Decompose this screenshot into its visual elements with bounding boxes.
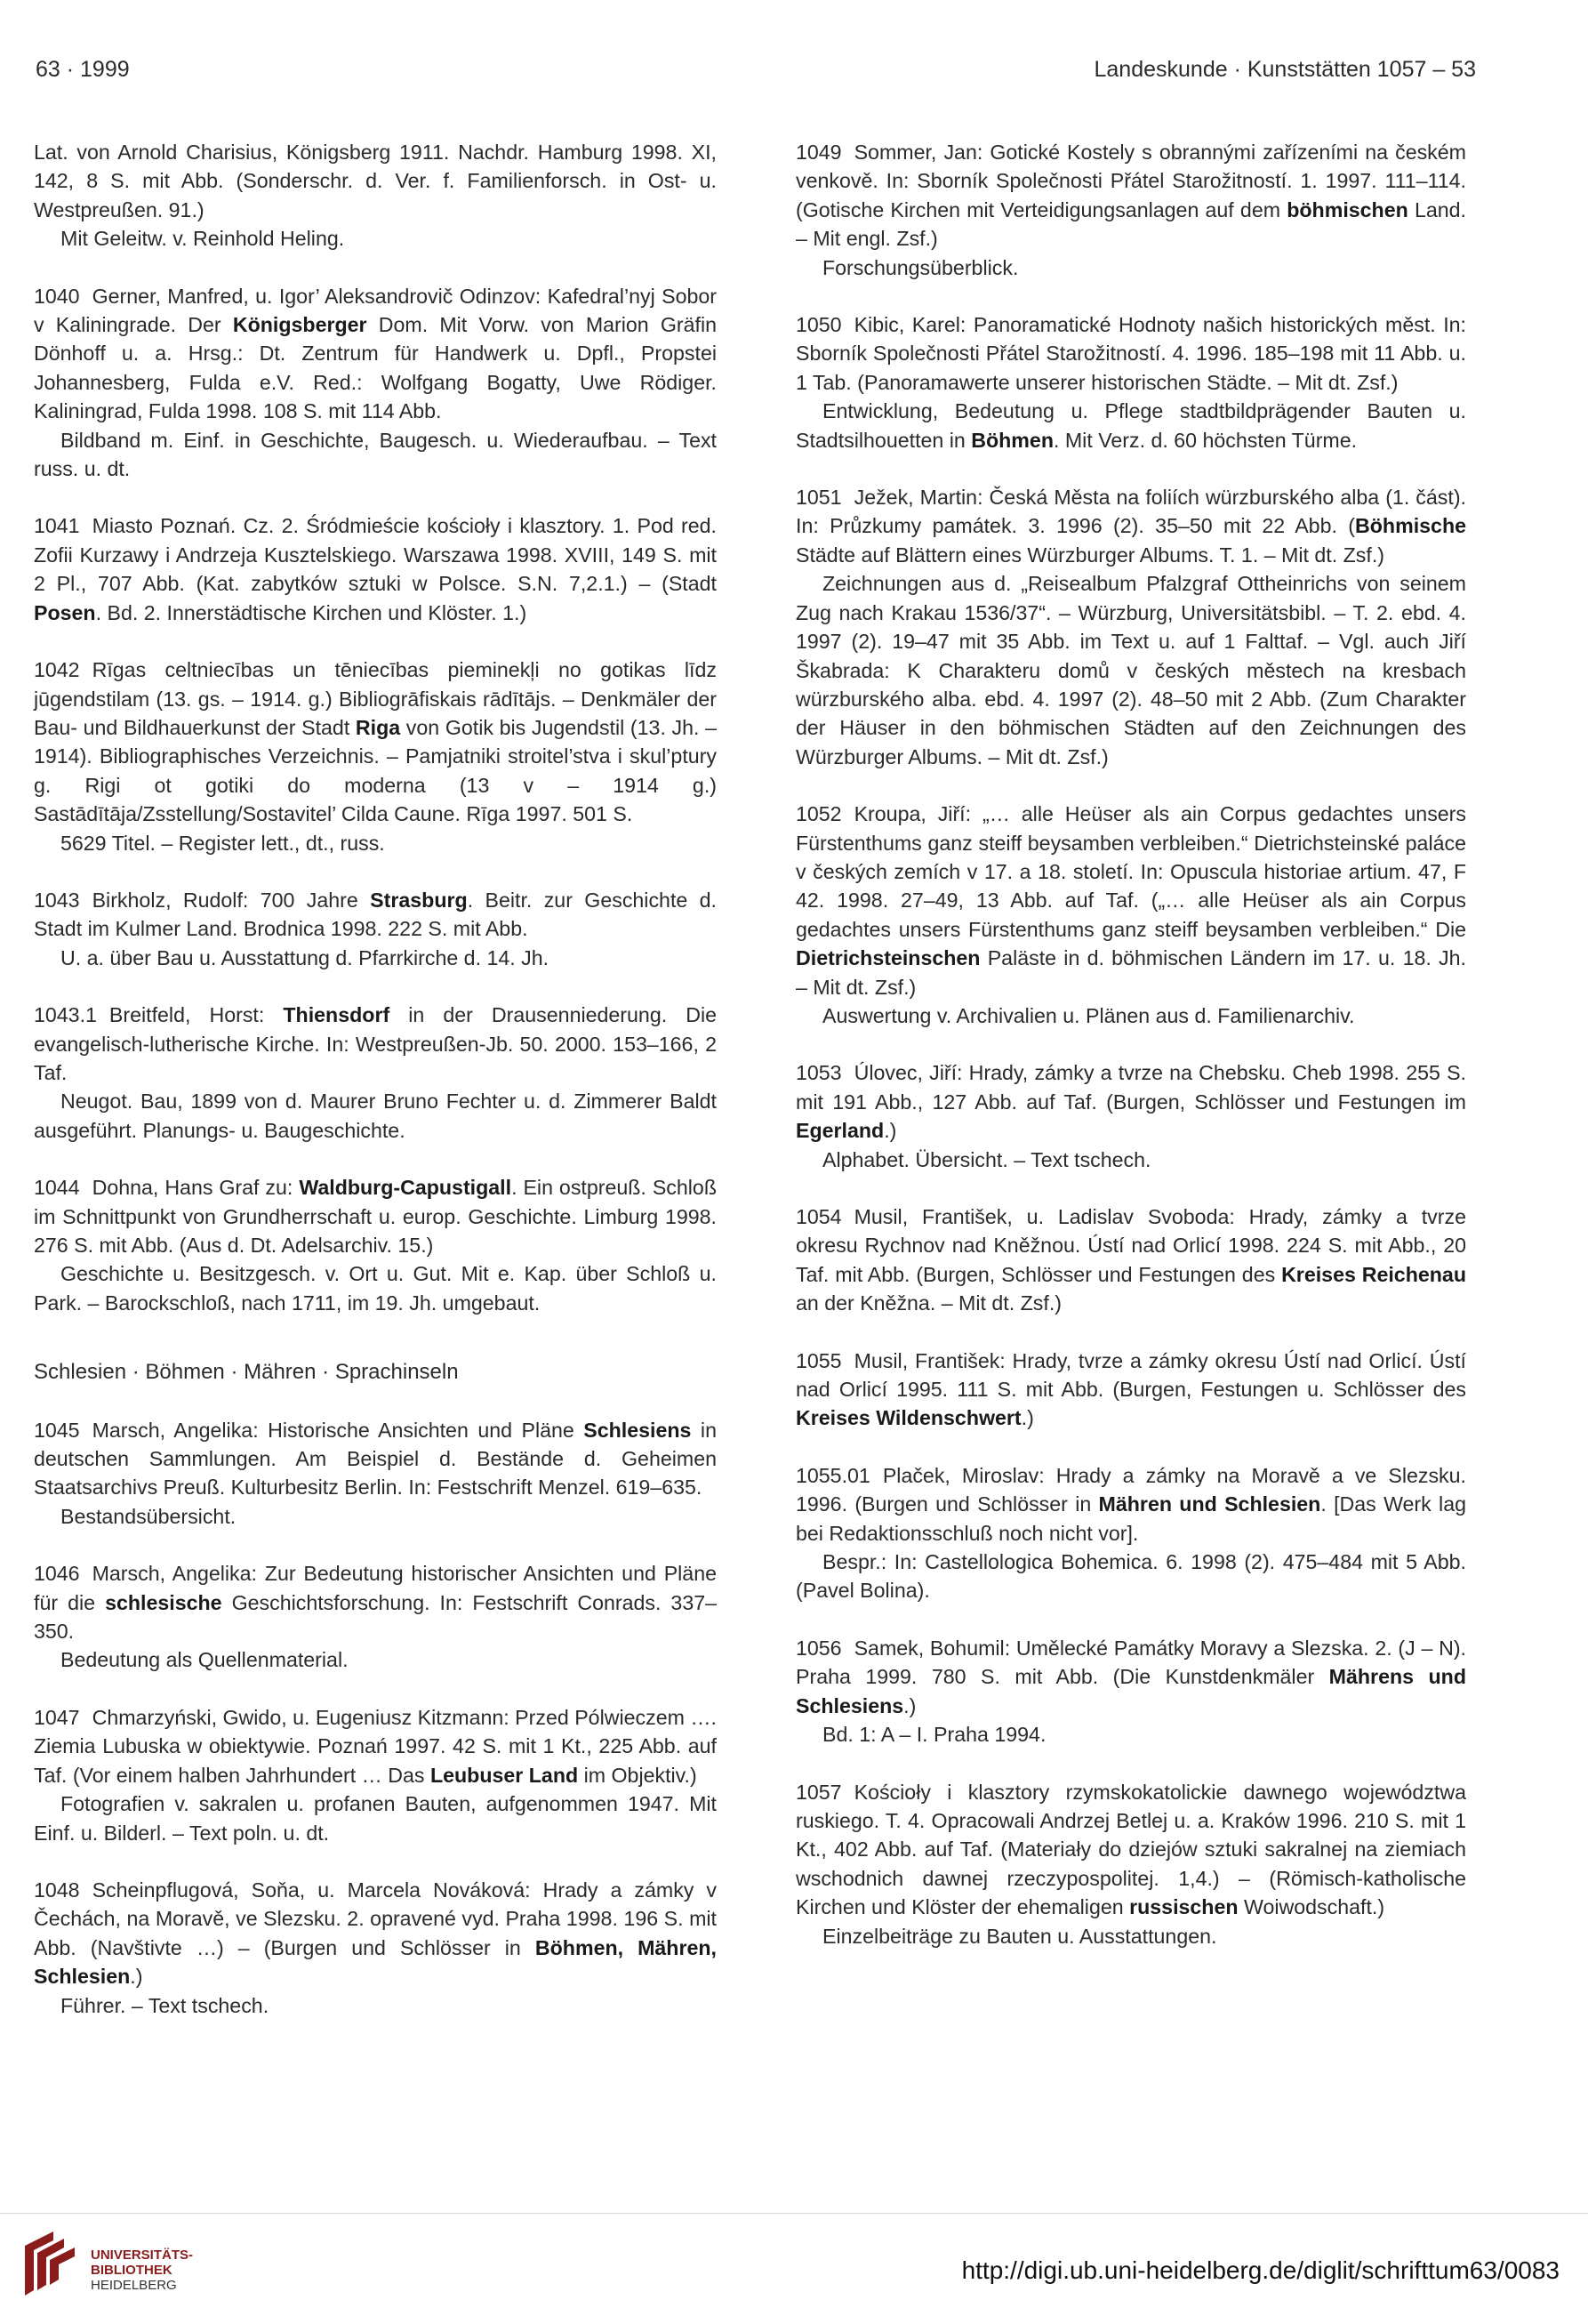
entry-annotation: Bespr.: In: Castellologica Bohemica. 6. 1998 (2). 475–484 mit 5 Abb. (Pavel Bolina).	[796, 1550, 1466, 1603]
entry-citation	[796, 1634, 1466, 1720]
entry-text: Musil, František: Hrady, tvrze a zámky okresu Ústí nad Orlicí. Ústí nad Orlicí 1995. 111 S. mit Abb. (Burgen, Festungen u. Schlösser des	[796, 1348, 1466, 1402]
entry-keyword: Riga	[355, 715, 401, 739]
ub-heidelberg-logo-icon	[18, 2228, 82, 2299]
entry-keyword: Egerland	[796, 1119, 885, 1143]
entry-text: Chmarzyński, Gwido, u. Eugeniusz Kitzmann: Przed Pólwieczem …. Ziemia Lubuska w obiektywie. Poznań 1997. 42 S. mit 1 Kt., 225 Abb. auf Taf. (Vor einem halben Jahrhundert … Das	[34, 1705, 717, 1787]
footer	[0, 2213, 1588, 2324]
entry-number: 1045	[34, 1418, 80, 1442]
entry-citation	[796, 138, 1466, 253]
entry-annotation: Geschichte u. Besitzgesch. v. Ort u. Gut. Mit e. Kap. über Schloß u. Park. – Barockschloß, nach 1711, im 19. Jh. umgebaut.	[34, 1262, 717, 1315]
entry-annotation: Bedeutung als Quellenmaterial.	[60, 1648, 349, 1672]
entry-text: Geschichtsforschung. In: Festschrift Conrads. 337–350.	[34, 1590, 718, 1644]
entry-number: 1056	[796, 1636, 842, 1660]
running-header	[36, 57, 1476, 92]
bibliography-entry	[34, 655, 717, 857]
entry-annotation	[796, 397, 1466, 454]
entry-text: . Bd. 2. Innerstädtische Kirchen und Klöster. 1.)	[95, 600, 527, 624]
bibliography-entry	[34, 1416, 717, 1532]
bibliography-entry	[796, 310, 1466, 454]
bibliography-entry	[796, 800, 1466, 1030]
entry-number: 1044	[34, 1176, 80, 1200]
entry-citation	[34, 1559, 717, 1645]
entry-text: Birkholz, Rudolf: 700 Jahre	[92, 888, 371, 912]
bibliography-entry	[34, 1876, 717, 2020]
entry-text: Rīgas celtniecības un tēniecības pieminekļi no gotikas līdz jūgendstilam (13. gs. – 1914. g.) Bibliogrāfiskais rādītājs. – Denkmäler der Bau- und Bildhauerkunst der Stadt	[34, 658, 717, 739]
bibliography-entry	[796, 1461, 1466, 1605]
entry-text: . [Das Werk lag bei Redaktionsschluß noch nicht vor].	[796, 1492, 1466, 1545]
entry-citation	[34, 886, 717, 944]
bibliography-entry	[796, 483, 1466, 771]
entry-keyword: Leubuser Land	[429, 1763, 579, 1787]
entry-number: 1055	[796, 1348, 842, 1372]
entry-citation	[796, 1202, 1466, 1318]
entry-keyword: schlesische	[105, 1590, 222, 1614]
entry-annotation: Führer. – Text tschech.	[60, 1993, 269, 2017]
header-left: 63 · 1999	[36, 57, 130, 82]
entry-annotation: Fotografien v. sakralen u. profanen Bauten, aufgenommen 1947. Mit Einf. u. Bilderl. – Text poln. u. dt.	[34, 1792, 717, 1845]
entry-text: .)	[884, 1119, 897, 1143]
entry-annotation: Mit Geleitw. v. Reinhold Heling.	[60, 227, 345, 251]
library-name-line1: UNIVERSITÄTS-	[91, 2248, 194, 2263]
section-heading: Schlesien · Böhmen · Mähren · Sprachinseln	[34, 1360, 459, 1385]
entry-keyword: russischen	[1129, 1895, 1239, 1919]
entry-text: Plaček, Miroslav: Hrady a zámky na Moravě a ve Slezsku. 1996. (Burgen und Schlösser in	[796, 1463, 1466, 1516]
entry-annotation: Bestandsübersicht.	[60, 1504, 237, 1528]
entry-text: Sommer, Jan: Gotické Kostely s obrannými zařízeními na českém venkově. In: Sborník Společnosti Přátel Starožitností. 1. 1997. 111–114. (Gotische Kirchen mit Verteidigungsanlagen auf dem	[796, 141, 1466, 221]
entry-text: Scheinpflugová, Soňa, u. Marcela Nováková: Hrady a zámky v Čechách, na Moravě, ve Slezsku. 2. opravené vyd. Praha 1998. 196 S. mit Abb. (Navštivte …) – (Burgen und Schlösser in	[34, 1878, 717, 1959]
bibliography-entry	[34, 1559, 717, 1675]
bibliography-entry	[796, 1347, 1466, 1433]
entry-keyword: Mährens und Schlesiens	[796, 1665, 1466, 1717]
entry-text: Marsch, Angelika: Historische Ansichten und Pläne	[92, 1418, 584, 1442]
entry-annotation: Bildband m. Einf. in Geschichte, Baugesch. u. Wiederaufbau. – Text russ. u. dt.	[34, 428, 717, 481]
entry-number: 1051	[796, 486, 842, 510]
entry-annotation: Bd. 1: A – I. Praha 1994.	[822, 1723, 1047, 1747]
entry-text: Gerner, Manfred, u. Igor’ Aleksandrovič Odinzov: Kafedral’nyj Sobor v Kaliningrade. Der	[34, 284, 717, 337]
entry-citation	[34, 1876, 717, 1991]
entry-number: 1040	[34, 284, 80, 308]
entry-text: .)	[130, 1965, 143, 1989]
library-name	[91, 2248, 193, 2293]
entry-text: Städte auf Blättern eines Würzburger Albums. T. 1. – Mit dt. Zsf.)	[796, 543, 1384, 567]
entry-keyword: Schlesiens	[583, 1418, 692, 1442]
left-column	[34, 138, 717, 2048]
entry-text: Musil, František, u. Ladislav Svoboda: Hrady, zámky a tvrze okresu Rychnov nad Kněžnou. Ústí nad Orlicí 1998. 224 S. mit Abb., 20 Taf. mit Abb. (Burgen, Schlösser und Festungen des	[796, 1205, 1466, 1286]
entry-keyword: Dietrichsteinschen	[796, 946, 981, 970]
bibliography-entry	[34, 138, 717, 253]
entry-text: Dohna, Hans Graf zu:	[92, 1176, 300, 1200]
entry-number: 1057	[796, 1780, 842, 1804]
entry-keyword: Kreises Wildenschwert	[796, 1406, 1022, 1430]
entry-keyword: Waldburg-Capustigall	[299, 1176, 512, 1200]
entry-text: im Objektiv.)	[578, 1763, 697, 1787]
entry-text: Úlovec, Jiří: Hrady, zámky a tvrze na Chebsku. Cheb 1998. 255 S. mit 191 Abb., 127 Abb. auf Taf. (Burgen, Schlösser und Festungen im	[796, 1061, 1466, 1114]
entry-text: . Mit Verz. d. 60 höchsten Türme.	[1053, 428, 1358, 452]
bibliography-entry	[34, 886, 717, 972]
entry-text: Kościoły i klasztory rzymskokatolickie dawnego województwa ruskiego. T. 4. Opracowali Andrzej Betlej u. a. Kraków 1996. 210 S. mit 1 Kt., 402 Abb. auf Taf. (Materiały do dziejów sztuki sakralnej na ziemiach wschodnich dawnej rzeczypospolitej. 1,4.) – (Römisch-katholische Kirchen und Klöster der ehemaligen	[796, 1780, 1466, 1919]
entry-text: Ježek, Martin: Česká Města na foliích würzburského alba (1. část). In: Průzkumy památek. 3. 1996 (2). 35–50 mit 22 Abb. (	[796, 486, 1466, 538]
entry-number: 1043.1	[34, 1003, 97, 1027]
entry-annotation: U. a. über Bau u. Ausstattung d. Pfarrkirche d. 14. Jh.	[60, 945, 549, 969]
entry-text: Breitfeld, Horst:	[108, 1003, 284, 1027]
entry-keyword: Mähren und Schlesien	[1098, 1492, 1321, 1516]
entry-number: 1055.01	[796, 1463, 870, 1487]
entry-number: 1054	[796, 1205, 842, 1228]
bibliography-entry	[796, 1778, 1466, 1950]
entry-text: von Gotik bis Jugendstil (13. Jh. – 1914). Bibliographisches Verzeichnis. – Pamjatniki stroitel’stva i skul’ptury g. Rigi ot gotiki do moderna (13 v – 1914 g.) Sastādītāja/Zsstellung/Sostavitel’ Cilda Caune. Rīga 1997. 501 S.	[34, 715, 717, 826]
entry-text: in deutschen Sammlungen. Am Beispiel d. Bestände d. Geheimen Staatsarchivs Preuß. Kulturbesitz Berlin. In: Festschrift Menzel. 619–635.	[34, 1418, 717, 1500]
entry-citation	[34, 1703, 717, 1789]
bibliography-entry	[34, 1703, 717, 1847]
entry-text: . Beitr. zur Geschichte d. Stadt im Kulmer Land. Brodnica 1998. 222 S. mit Abb.	[34, 888, 717, 941]
entry-annotation: Auswertung v. Archivalien u. Plänen aus d. Familienarchiv.	[822, 1003, 1355, 1027]
entry-text: Land. – Mit engl. Zsf.)	[796, 197, 1467, 251]
entry-text: Entwicklung, Bedeutung u. Pflege stadtbildprägender Bauten u. Stadtsilhouetten in	[796, 399, 1466, 452]
entry-keyword: böhmischen	[1287, 197, 1408, 221]
entry-text: Kroupa, Jiří: „… alle Heüser als ain Corpus gedachtes unsers Fürstenthums ganz steiff beysamben verbleiben.“ Dietrichsteinské paláce v českých zemích v 17. a 18. století. In: Opuscula historiae artium. 47, F 42. 1998. 27–49, 13 Abb. auf Taf. („… alle Heüser als ain Corpus gedachtes unsers Fürstenthums ganz steiff beysamben verbleiben.“ Die	[796, 802, 1466, 941]
entry-text: Woiwodschaft.)	[1238, 1895, 1385, 1919]
bibliography-entry	[796, 1202, 1466, 1318]
header-right: Landeskunde · Kunststätten 1057 – 53	[1094, 57, 1476, 82]
entry-number: 1052	[796, 802, 842, 826]
entry-number: 1046	[34, 1562, 80, 1586]
entry-text: . Ein ostpreuß. Schloß im Schnittpunkt von Grundherrschaft u. europ. Geschichte. Limburg 1998. 276 S. mit Abb. (Aus d. Dt. Adelsarchiv. 15.)	[34, 1176, 717, 1257]
entry-keyword: Böhmen, Mähren, Schlesien	[34, 1935, 717, 1989]
library-name-line2: BIBLIOTHEK	[91, 2263, 172, 2278]
entry-text: .)	[903, 1693, 917, 1717]
entry-keyword: Königsberger	[232, 313, 367, 337]
entry-annotation: Neugot. Bau, 1899 von d. Maurer Bruno Fechter u. d. Zimmerer Baldt ausgeführt. Planungs- u. Baugeschichte.	[34, 1090, 717, 1142]
entry-text: .)	[1021, 1406, 1034, 1430]
entry-citation	[796, 1461, 1466, 1548]
entry-annotation: Forschungsüberblick.	[822, 255, 1019, 279]
entry-number: 1047	[34, 1705, 80, 1729]
entry-citation	[34, 138, 717, 224]
entry-text: Lat. von Arnold Charisius, Königsberg 1911. Nachdr. Hamburg 1998. XI, 142, 8 S. mit Abb. (Sonderschr. d. Ver. f. Familienforsch. in Ost- u. Westpreußen. 91.)	[34, 141, 717, 221]
entry-citation	[34, 282, 717, 426]
entry-citation	[796, 800, 1466, 1001]
entry-text: Kibic, Karel: Panoramatické Hodnoty našich historických měst. In: Sborník Společnosti Přátel Starožitností. 4. 1996. 185–198 mit 11 Abb. u. 1 Tab. (Panoramawerte unserer historischen Städte. – Mit dt. Zsf.)	[796, 313, 1466, 394]
entry-number: 1042	[34, 658, 80, 682]
entry-citation	[34, 1416, 717, 1502]
entry-text: an der Kněžna. – Mit dt. Zsf.)	[796, 1291, 1062, 1315]
entry-number: 1043	[34, 888, 80, 912]
bibliography-entry	[34, 1001, 717, 1145]
entry-citation	[796, 1058, 1466, 1145]
entry-citation	[34, 655, 717, 828]
bibliography-entry	[34, 1173, 717, 1317]
entry-text: Miasto Poznań. Cz. 2. Śródmieście kościoły i klasztory. 1. Pod red. Zofii Kurzawy i Andrzeja Kusztelskiego. Warszawa 1998. XVIII, 149 S. mit 2 Pl., 707 Abb. (Kat. zabytków sztuki w Polsce. S.N. 7,2.1.) – (Stadt	[34, 514, 717, 596]
source-url-link[interactable]: http://digi.ub.uni-heidelberg.de/diglit/schrifttum63/0083	[961, 2256, 1560, 2284]
entry-keyword: Böhmen	[971, 428, 1054, 452]
entry-keyword: Thiensdorf	[283, 1003, 390, 1027]
entry-keyword: Strasburg	[370, 888, 468, 912]
bibliography-entry	[34, 282, 717, 484]
entry-citation	[34, 1173, 717, 1259]
entry-keyword: Böhmische	[1355, 514, 1466, 538]
bibliography-entry	[796, 1058, 1466, 1174]
entry-text: Paläste in d. böhmischen Ländern im 17. u. 18. Jh. – Mit dt. Zsf.)	[796, 946, 1466, 999]
library-name-line3: HEIDELBERG	[91, 2278, 177, 2293]
entry-number: 1050	[796, 313, 842, 337]
entry-citation	[34, 511, 717, 627]
entry-annotation: Alphabet. Übersicht. – Text tschech.	[822, 1147, 1151, 1171]
entry-number: 1048	[34, 1878, 80, 1902]
entry-number: 1053	[796, 1061, 842, 1085]
right-column	[796, 138, 1466, 1979]
entry-citation	[796, 483, 1466, 569]
entry-citation	[34, 1001, 717, 1087]
bibliography-entry	[34, 511, 717, 627]
entry-text: Marsch, Angelika: Zur Bedeutung historischer Ansichten und Pläne für die	[34, 1562, 717, 1614]
entry-number: 1049	[796, 141, 842, 164]
entry-annotation: Zeichnungen aus d. „Reisealbum Pfalzgraf Ottheinrichs von seinem Zug nach Krakau 1536/37“. – Würzburg, Universitätsbibl. – T. 2. ebd. 4. 1997 (2). 19–47 mit 35 Abb. im Text u. auf 1 Falttaf. – Vgl. auch Jiří Škabrada: K Charakteru domů v českých městech na kresbach würzburského alba. ebd. 4. 1997 (2). 48–50 mit 2 Abb. (Zum Charakter der Häuser in den böhmischen Städten auf den Zeichnungen des Würzburger Albums. – Mit dt. Zsf.)	[796, 572, 1466, 768]
entry-annotation: Einzelbeiträge zu Bauten u. Ausstattungen.	[822, 1924, 1217, 1948]
entry-text: Samek, Bohumil: Umělecké Památky Moravy a Slezska. 2. (J – N). Praha 1999. 780 S. mit Abb. (Die Kunstdenkmäler	[796, 1636, 1466, 1689]
entry-keyword: Kreises Reichenau	[1281, 1262, 1466, 1286]
entry-keyword: Posen	[34, 600, 96, 624]
entry-number: 1041	[34, 514, 80, 538]
entry-text: Dom. Mit Vorw. von Marion Gräfin Dönhoff u. a. Hrsg.: Dt. Zentrum für Handwerk u. Dpfl., Propstei Johannesberg, Fulda e.V. Red.: Wolfgang Bogatty, Uwe Rödiger. Kaliningrad, Fulda 1998. 108 S. mit 114 Abb.	[34, 313, 718, 423]
entry-citation	[796, 1778, 1466, 1922]
entry-text: in der Drausenniederung. Die evangelisch-lutherische Kirche. In: Westpreußen-Jb. 50. 2000. 153–166, 2 Taf.	[34, 1003, 718, 1084]
entry-annotation: 5629 Titel. – Register lett., dt., russ.	[60, 831, 385, 855]
entry-citation	[796, 1347, 1466, 1433]
bibliography-entry	[796, 138, 1466, 282]
bibliography-entry	[796, 1634, 1466, 1749]
entry-citation	[796, 310, 1466, 397]
